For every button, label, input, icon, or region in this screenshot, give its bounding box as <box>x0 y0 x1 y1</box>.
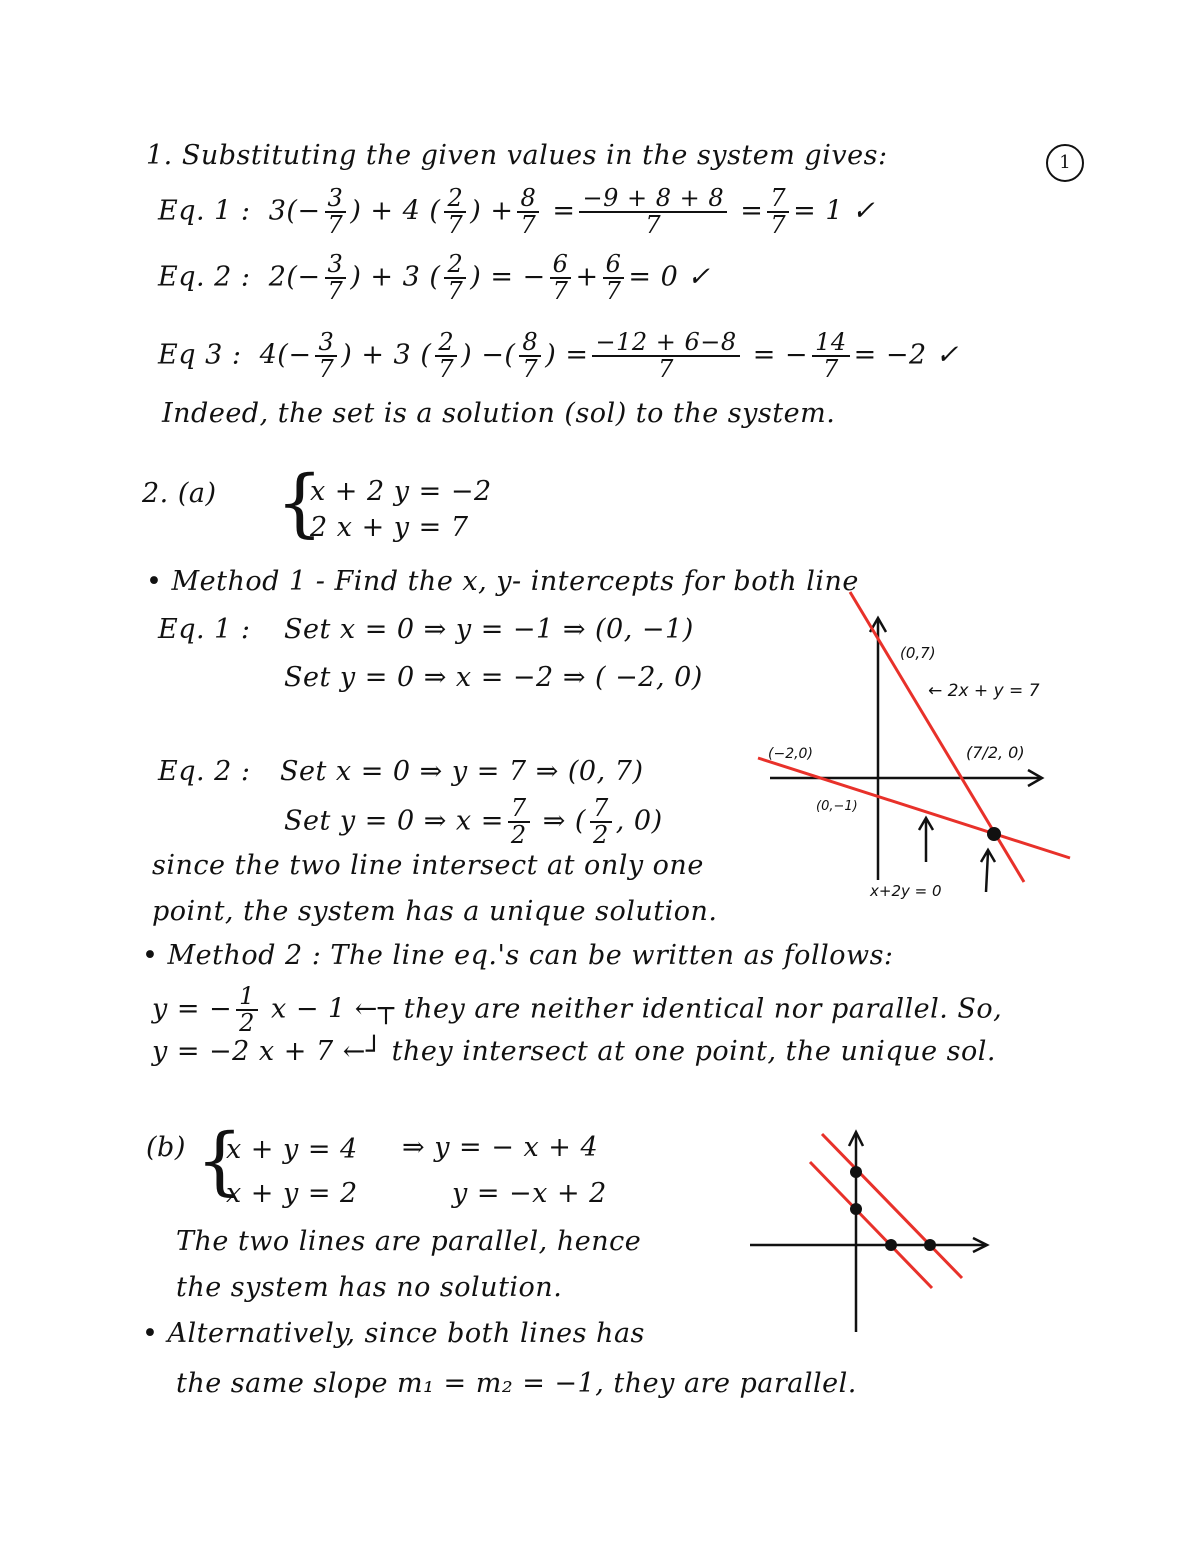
eq2-term: = 0 ✓ <box>628 261 711 293</box>
eq2-term: ) = − <box>470 261 546 293</box>
since-line-2: point, the system has a unique solution. <box>152 896 718 927</box>
eq2-label: Eq. 2 : <box>158 261 251 293</box>
eq2-intercept-x0: Set x = 0 ⇒ y = 7 ⇒ (0, 7) <box>280 756 644 787</box>
intersection-point <box>987 827 1001 841</box>
fraction: $\frac{2}{7}$ <box>444 252 466 304</box>
system-brace: { <box>196 1118 244 1204</box>
system-eq1: x + 2 y = −2 <box>310 476 492 507</box>
parallel-text-1: The two lines are parallel, hence <box>176 1226 642 1257</box>
eq1-term: ) + <box>470 195 514 227</box>
eq2-term: ) + 3 ( <box>350 261 441 293</box>
eq1-label: Eq. 1 : <box>158 195 251 227</box>
eq1-intercept-x0: Set x = 0 ⇒ y = −1 ⇒ (0, −1) <box>284 614 694 645</box>
alternative-text-1: • Alternatively, since both lines has <box>142 1318 645 1349</box>
eq2-text: Set y = 0 ⇒ x = <box>284 805 504 837</box>
fraction: $\frac{7}{7}$ <box>767 186 789 238</box>
line-y-eq-neg-x-plus-4 <box>822 1134 962 1278</box>
alternative-text-2: the same slope m₁ = m₂ = −1, they are parallel. <box>176 1368 857 1399</box>
eq1-term: ) + 4 ( <box>350 195 441 227</box>
m2-text: x − 1 ←┬ they are neither identical nor parallel. So, <box>261 993 1003 1025</box>
method-1-heading: • Method 1 - Find the x, y- intercepts for both line <box>146 566 859 597</box>
up-arrow-icon <box>919 818 933 862</box>
eq1-term: = 1 ✓ <box>793 195 876 227</box>
fraction: $\frac{6}{7}$ <box>603 252 625 304</box>
eq3-term: ) + 3 ( <box>341 339 432 371</box>
up-arrow-icon <box>981 850 995 892</box>
fraction: $\frac{1}{2}$ <box>236 984 258 1036</box>
fraction: $\frac{8}{7}$ <box>519 330 541 382</box>
eq3-term: ) = <box>545 339 589 371</box>
eq1-term: 3(− <box>268 195 321 227</box>
eq2-text: , 0) <box>615 805 663 837</box>
label-line-2x-y-7: ← 2x + y = 7 <box>928 681 1040 701</box>
eq3-label: Eq 3 : <box>158 339 242 371</box>
eq2-intercepts-label: Eq. 2 : <box>158 756 251 787</box>
m2-text: y = − <box>152 993 233 1025</box>
fraction: $\frac{7}{2}$ <box>508 796 530 848</box>
line-x-plus-2y <box>758 758 1070 858</box>
fraction: $\frac{7}{2}$ <box>590 796 612 848</box>
slope-form-2: y = −x + 2 <box>452 1178 607 1209</box>
eq3-line <box>158 330 959 382</box>
problem-2b-label: (b) <box>146 1132 186 1163</box>
eq2-intercept-y0 <box>284 796 663 848</box>
label-0-neg1: (0,−1) <box>816 799 858 814</box>
intercept-point <box>850 1203 862 1215</box>
intercept-point <box>924 1239 936 1251</box>
intersecting-lines-graph <box>740 580 1100 910</box>
label-0-7: (0,7) <box>900 644 936 662</box>
fraction: $\frac{3}{7}$ <box>315 330 337 382</box>
system-eq2: 2 x + y = 7 <box>310 512 469 543</box>
fraction: $\frac{-12 + 6-8}{7}$ <box>592 330 739 382</box>
eq2-term: 2(− <box>268 261 321 293</box>
parallel-text-2: the system has no solution. <box>176 1272 563 1303</box>
method-2-line-2: y = −2 x + 7 ←┘ they intersect at one point, the unique sol. <box>152 1036 996 1067</box>
parallel-lines-graph <box>740 1120 1010 1345</box>
intercept-point <box>850 1166 862 1178</box>
eq1-line <box>158 186 875 238</box>
eq2-line <box>158 252 710 304</box>
eq3-term: ) −( <box>461 339 516 371</box>
method-2-heading: • Method 2 : The line eq.'s can be written as follows: <box>142 940 894 971</box>
eq2-term: + <box>575 261 599 293</box>
fraction: $\frac{-9 + 8 + 8}{7}$ <box>579 186 727 238</box>
eq3-term: = − <box>752 339 809 371</box>
eq3-term: = −2 ✓ <box>853 339 959 371</box>
intercept-point <box>885 1239 897 1251</box>
fraction: $\frac{14}{7}$ <box>812 330 850 382</box>
problem-1-conclusion: Indeed, the set is a solution (sol) to the system. <box>162 398 836 429</box>
system-brace: { <box>276 460 324 546</box>
line-y-eq-neg-x-plus-2 <box>810 1162 932 1288</box>
since-line-1: since the two line intersect at only one <box>152 850 704 881</box>
label-neg2-0: (−2,0) <box>768 746 813 762</box>
label-7half-0: (7/2, 0) <box>966 743 1025 762</box>
eq2-text: ⇒ ( <box>533 805 586 837</box>
fraction: $\frac{3}{7}$ <box>325 186 347 238</box>
system-b-eq2: x + y = 2 <box>226 1178 358 1209</box>
fraction: $\frac{2}{7}$ <box>444 186 466 238</box>
page-number: 1 <box>1046 144 1084 182</box>
system-b-eq1: x + y = 4 <box>226 1134 358 1165</box>
eq1-term: = <box>740 195 764 227</box>
eq1-intercept-y0: Set y = 0 ⇒ x = −2 ⇒ ( −2, 0) <box>284 662 703 693</box>
fraction: $\frac{2}{7}$ <box>435 330 457 382</box>
eq3-term: 4(− <box>259 339 312 371</box>
fraction: $\frac{6}{7}$ <box>550 252 572 304</box>
eq1-term: = <box>552 195 576 227</box>
problem-2a-label: 2. (a) <box>142 478 217 509</box>
eq1-intercepts-label: Eq. 1 : <box>158 614 251 645</box>
label-line-x-2y: x+2y = 0 <box>870 882 942 900</box>
fraction: $\frac{3}{7}$ <box>325 252 347 304</box>
slope-form-1: ⇒ y = − x + 4 <box>402 1132 599 1163</box>
problem-1-intro: 1. Substituting the given values in the system gives: <box>146 140 888 171</box>
method-2-line-1 <box>152 984 1002 1036</box>
fraction: $\frac{8}{7}$ <box>517 186 539 238</box>
